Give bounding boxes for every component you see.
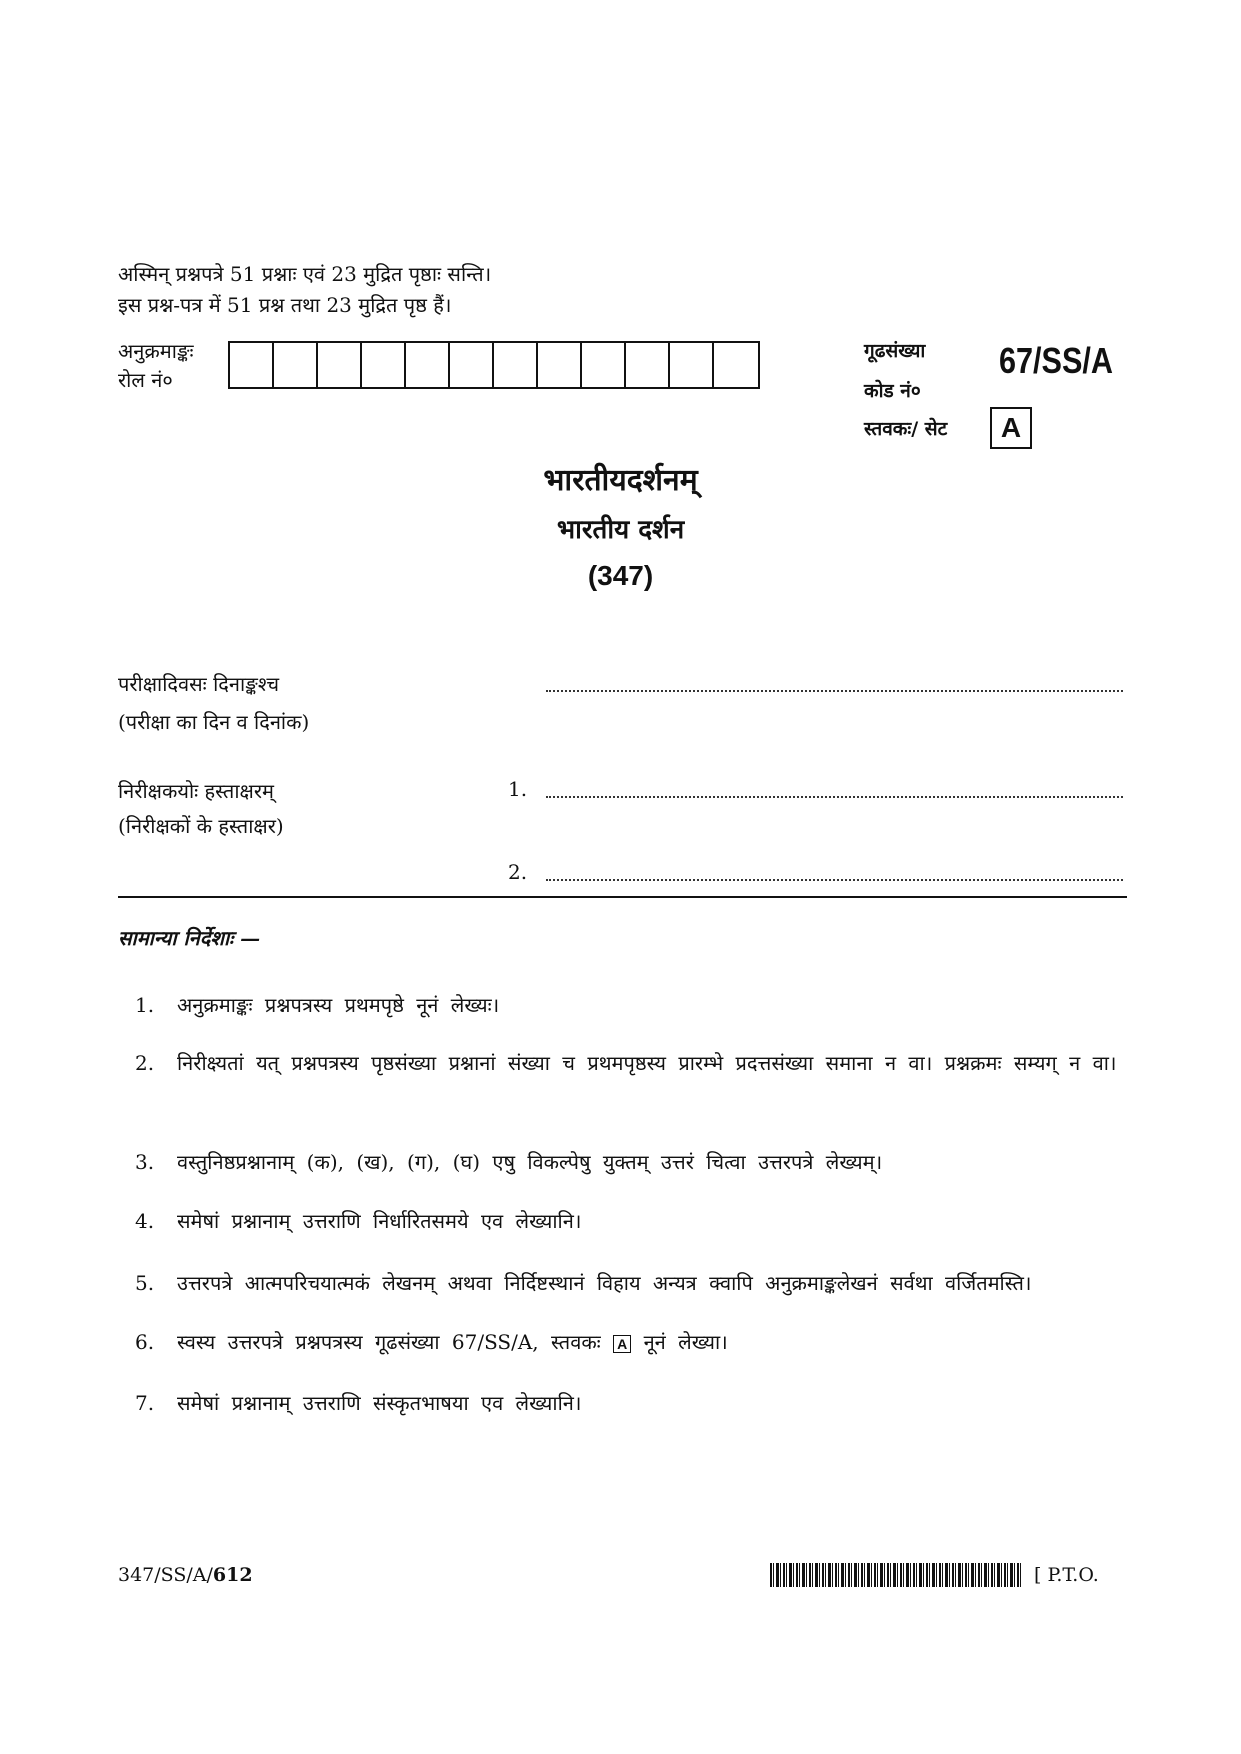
roll-digit-box[interactable] xyxy=(494,343,538,387)
roll-digit-box[interactable] xyxy=(626,343,670,387)
signature-1-field[interactable] xyxy=(546,796,1123,798)
instruction-number: 7. xyxy=(135,1391,155,1415)
title-sanskrit: भारतीयदर्शनम् xyxy=(543,463,698,498)
set-label: स्तवकः/ सेट xyxy=(864,418,948,440)
signature-2-field[interactable] xyxy=(546,879,1123,881)
instruction-number: 6. xyxy=(135,1330,155,1354)
invigilator-label-hindi: (निरीक्षकों के हस्ताक्षर) xyxy=(118,814,284,838)
signature-2-number: 2. xyxy=(508,860,528,884)
instruction-text: अनुक्रमाङ्कः प्रश्नपत्रस्य प्रथमपृष्ठे नूनं लेख्यः। xyxy=(177,993,500,1017)
divider xyxy=(118,896,1127,898)
instruction-text: वस्तुनिष्ठप्रश्नानाम् (क), (ख), (ग), (घ) एषु विकल्पेषु युक्तम् उत्तरं चित्वा उत्तरपत्रे लेख्यम्। xyxy=(177,1150,883,1174)
instruction-item xyxy=(135,1204,1125,1238)
code-number: 67/SS/A xyxy=(999,340,1113,381)
question-count-hindi: इस प्रश्न-पत्र में 51 प्रश्न तथा 23 मुद्रित पृष्ठ हैं। xyxy=(118,293,452,317)
instruction-text: समेषां प्रश्नानाम् उत्तराणि निर्धारितसमये एव लेख्यानि। xyxy=(177,1209,582,1233)
instruction-text: निरीक्ष्यतां यत् प्रश्नपत्रस्य पृष्ठसंख्या प्रश्नानां संख्या च प्रथमपृष्ठस्य प्रारम्भे प्रदत्तसंख्या समाना न वा। प्रश्नक्रमः सम्यग् न वा। xyxy=(177,1051,1117,1075)
signature-1-number: 1. xyxy=(508,777,528,801)
code-label-hindi: कोड नं० xyxy=(864,380,921,402)
instruction-item xyxy=(135,1046,1125,1080)
instruction-text: नूनं लेख्या। xyxy=(643,1330,728,1354)
date-field[interactable] xyxy=(546,690,1123,692)
instruction-text: उत्तरपत्रे आत्मपरिचयात्मकं लेखनम् अथवा निर्दिष्टस्थानं विहाय अन्यत्र क्वापि अनुक्रमाङ्कलेखनं सर्वथा वर्जितमस्ति। xyxy=(177,1271,1032,1295)
instruction-number: 4. xyxy=(135,1209,155,1233)
instruction-number: 1. xyxy=(135,993,155,1017)
roll-digit-box[interactable] xyxy=(318,343,362,387)
roll-digit-box[interactable] xyxy=(406,343,450,387)
instruction-item xyxy=(135,988,1125,1022)
pto-label: [ P.T.O. xyxy=(1034,1564,1099,1586)
instruction-text: समेषां प्रश्नानाम् उत्तराणि संस्कृतभाषया एव लेख्यानि। xyxy=(177,1391,582,1415)
roll-digit-box[interactable] xyxy=(582,343,626,387)
instruction-item xyxy=(135,1266,1125,1300)
date-label-hindi: (परीक्षा का दिन व दिनांक) xyxy=(118,710,310,734)
barcode xyxy=(770,1563,1022,1587)
instruction-text: स्वस्य उत्तरपत्रे प्रश्नपत्रस्य गूढसंख्या 67/SS/A, स्तवकः xyxy=(177,1330,601,1354)
instruction-item xyxy=(135,1325,1125,1359)
date-label-sanskrit: परीक्षादिवसः दिनाङ्कश्च xyxy=(118,672,280,696)
roll-digit-box[interactable] xyxy=(670,343,714,387)
roll-digit-box[interactable] xyxy=(450,343,494,387)
roll-digit-box[interactable] xyxy=(362,343,406,387)
instruction-item xyxy=(135,1145,1125,1179)
subject-code: (347) xyxy=(587,560,654,591)
paper-code-number: 612 xyxy=(212,1564,253,1586)
roll-digit-box[interactable] xyxy=(714,343,758,387)
code-label-sanskrit: गूढसंख्या xyxy=(864,340,926,362)
set-box: A xyxy=(990,407,1032,449)
paper-code xyxy=(118,1564,253,1586)
instruction-number: 5. xyxy=(135,1271,155,1295)
instructions-heading: सामान्या निर्देशाः — xyxy=(118,926,261,950)
title-hindi: भारतीय दर्शन xyxy=(556,515,685,545)
instruction-item xyxy=(135,1386,1125,1420)
set-box-inline: A xyxy=(613,1335,631,1353)
roll-number-boxes[interactable] xyxy=(228,341,760,389)
roll-digit-box[interactable] xyxy=(230,343,274,387)
invigilator-label-sanskrit: निरीक्षकयोः हस्ताक्षरम् xyxy=(118,779,274,803)
roll-digit-box[interactable] xyxy=(538,343,582,387)
question-count-sanskrit: अस्मिन् प्रश्नपत्रे 51 प्रश्नाः एवं 23 मुद्रित पृष्ठाः सन्ति। xyxy=(118,262,492,286)
instruction-number: 3. xyxy=(135,1150,155,1174)
roll-digit-box[interactable] xyxy=(274,343,318,387)
paper-code-prefix: 347/SS/A/ xyxy=(118,1564,213,1586)
instruction-number: 2. xyxy=(135,1051,155,1075)
roll-label-sanskrit: अनुक्रमाङ्कः xyxy=(118,339,194,363)
roll-label-hindi: रोल नं० xyxy=(118,368,173,392)
